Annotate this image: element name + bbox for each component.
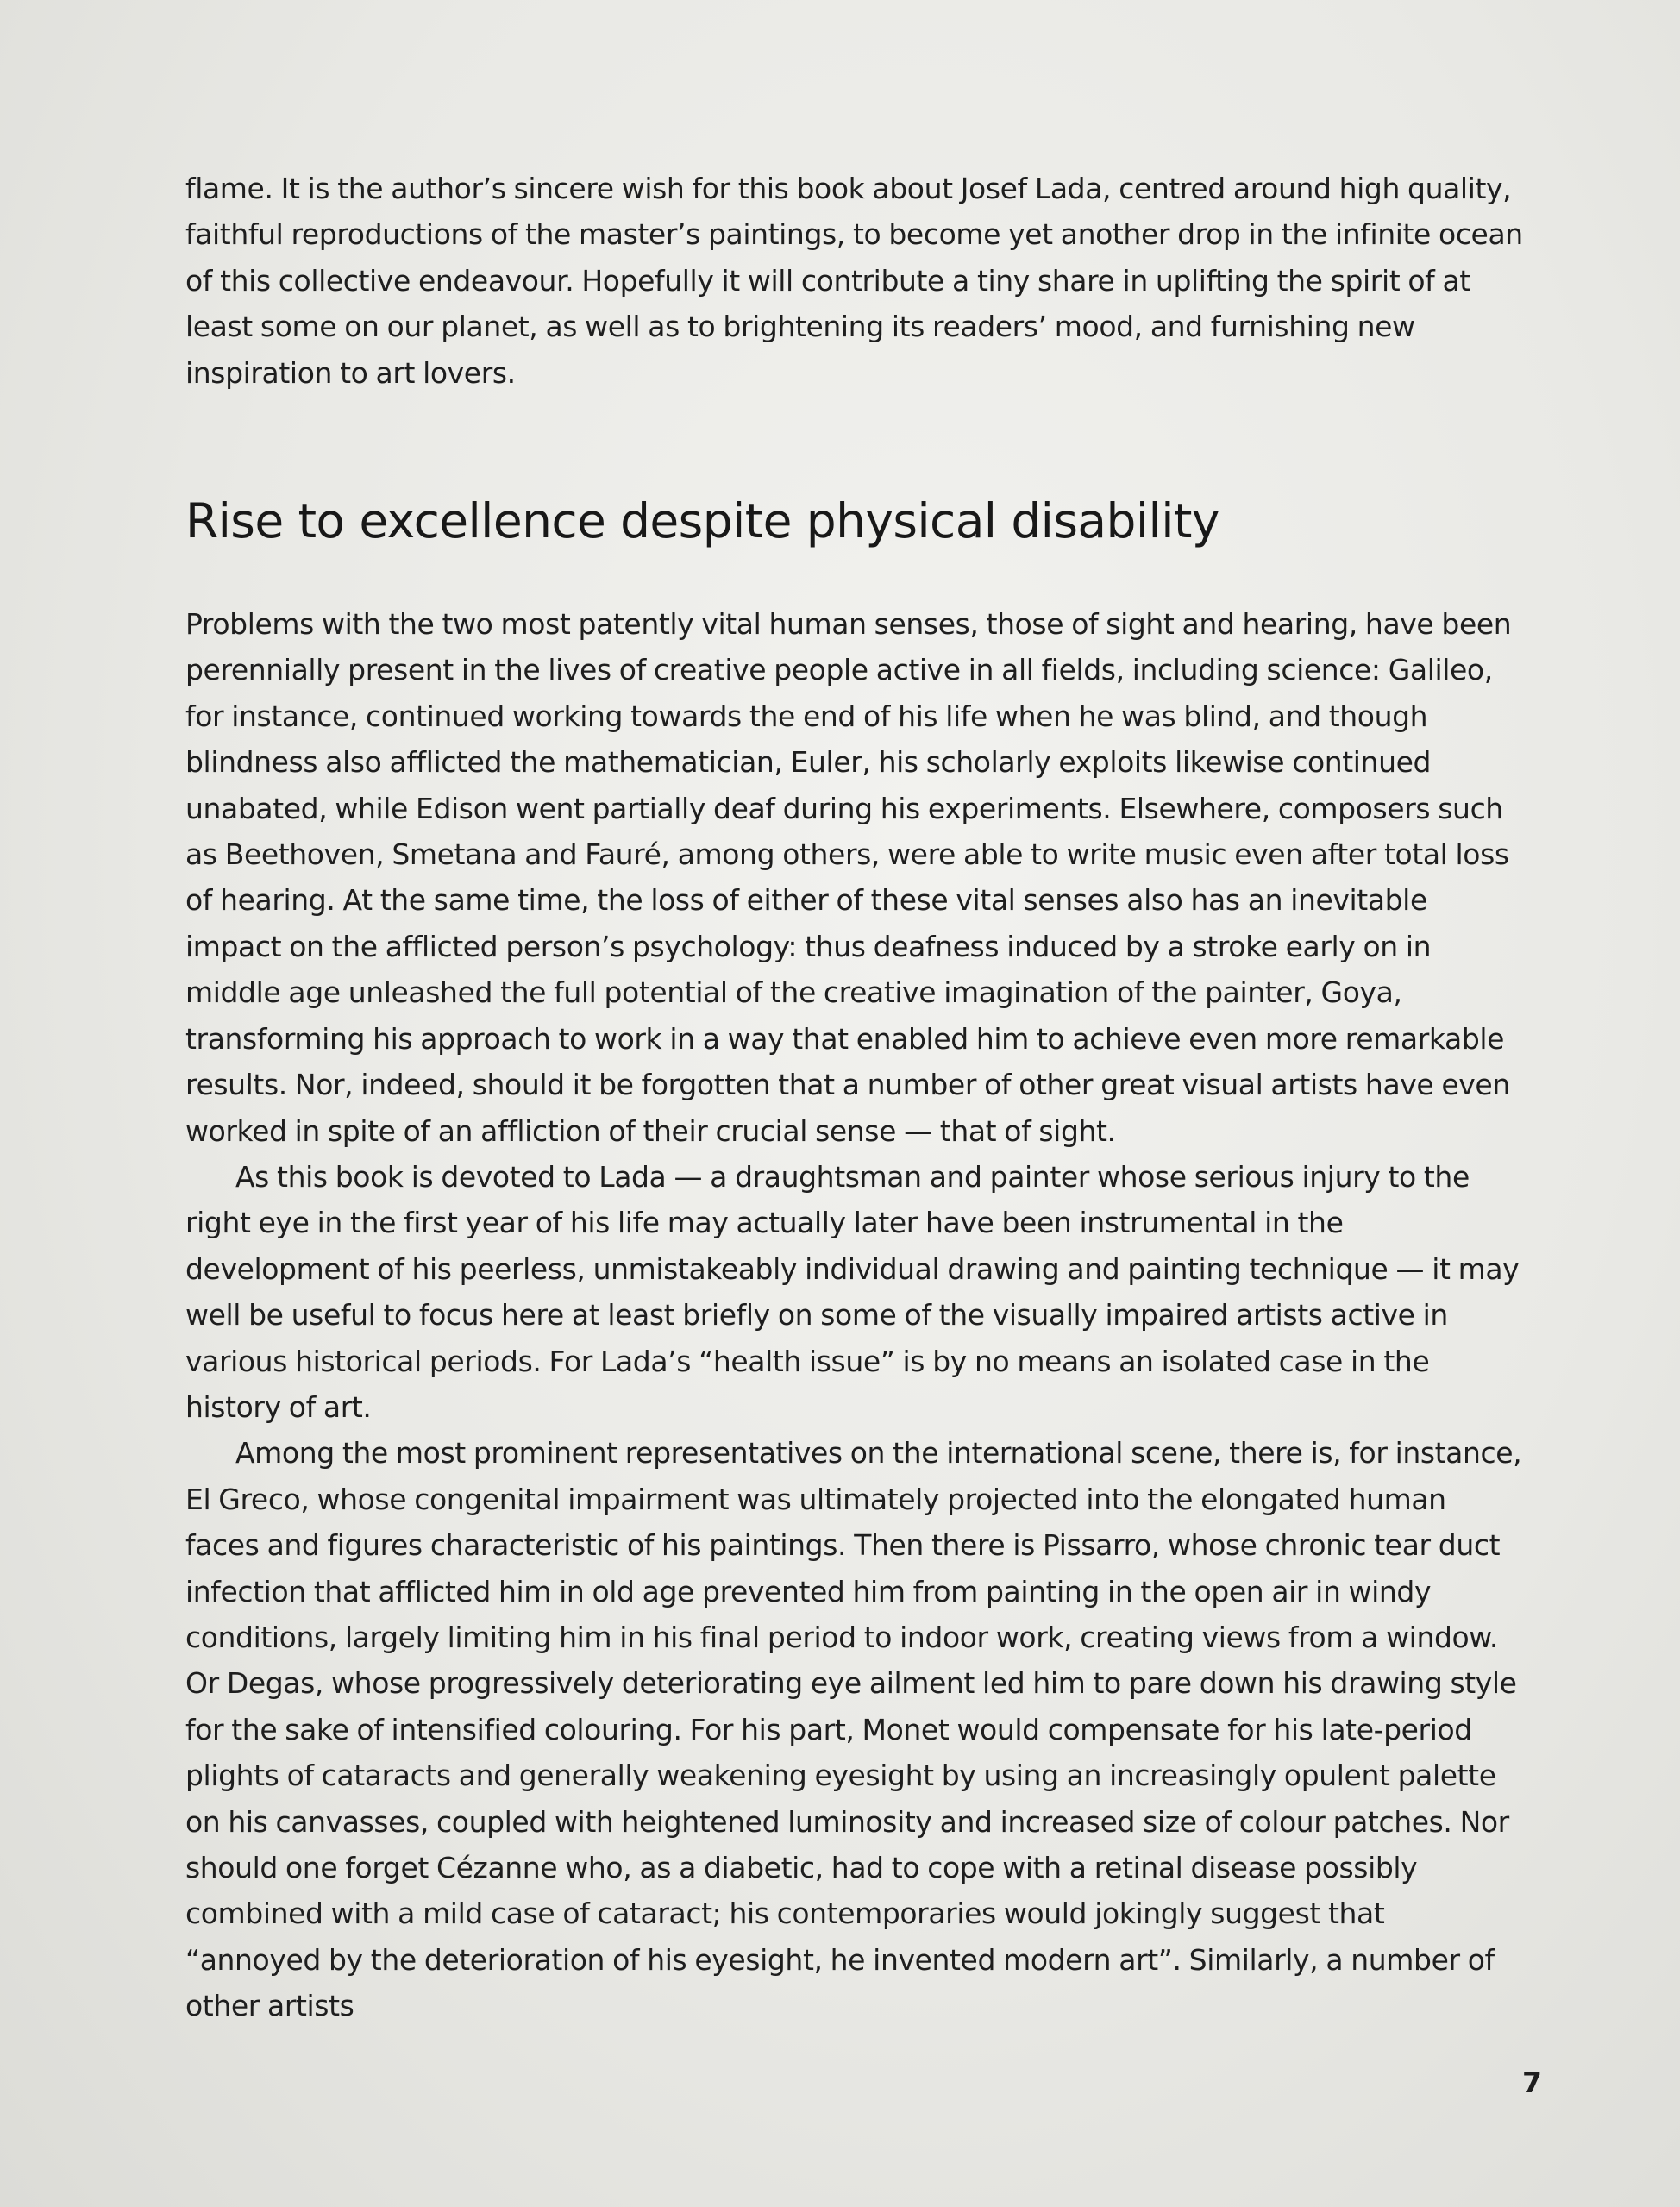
section-heading: Rise to excellence despite physical disability xyxy=(185,493,1219,549)
body-paragraph-3: Among the most prominent representatives on the international scene, there is, for instance, El Greco, whose congenital impairment was ultimately projected into the elongated human faces and figures characteristic of his paintings. Then there is Pissarro, whose chronic tear duct infection that afflicted him in old age prevented him from painting in the open air in windy conditions, largely limiting him in his final period to indoor work, creating views from a window. Or Degas, whose progressively deteriorating eye ailment led him to pare down his drawing style for the sake of intensified colouring. For his part, Monet would compensate for his late-period plights of cataracts and generally weakening eyesight by using an increasingly opulent palette on his canvasses, coupled with heightened luminosity and increased size of colour patches. Nor should one forget Cézanne who, as a diabetic, had to cope with a retinal disease possibly combined with a mild case of cataract; his contemporaries would jokingly suggest that “annoyed by the deterioration of his eyesight, he invented modern art”. Similarly, a number of other artists xyxy=(185,1436,1522,2023)
page-number: 7 xyxy=(1522,2066,1542,2099)
body-paragraph-2: As this book is devoted to Lada — a draughtsman and painter whose serious injury to the right eye in the first year of his life may actually later have been instrumental in the development of his peerless, unmistakeably individual drawing and painting technique — it may well be useful to focus here at least briefly on some of the visually impaired artists active in various historical periods. For Lada’s “health issue” is by no means an isolated case in the history of art. xyxy=(185,1159,1520,1424)
body-paragraph-1: Problems with the two most patently vital human senses, those of sight and hearing, have been perennially present in the lives of creative people active in all fields, including science: Galileo, for instance, continued working towards the end of his life when he was blind, and though blindness also afflicted the mathematician, Euler, his scholarly exploits likewise continued unabated, while Edison went partially deaf during his experiments. Elsewhere, composers such as Beethoven, Smetana and Fauré, among others, were able to write music even after total loss of hearing. At the same time, the loss of either of these vital senses also has an inevitable impact on the afflicted person’s psychology: thus deafness induced by a stroke early on in middle age unleashed the full potential of the creative imagination of the painter, Goya, transforming his approach to work in a way that enabled him to achieve even more remarkable results. Nor, indeed, should it be forgotten that a number of other great visual artists have even worked in spite of an affliction of their crucial sense — that of sight. xyxy=(185,607,1512,1148)
intro-paragraph: flame. It is the author’s sincere wish for this book about Josef Lada, centred around high quality, faithful reproductions of the master’s paintings, to become yet another drop in the infinite ocean of this collective endeavour. Hopefully it will contribute a tiny share in uplifting the spirit of at least some on our planet, as well as to brightening its readers’ mood, and furnishing new inspiration to art lovers. xyxy=(185,172,1523,390)
page-content xyxy=(185,166,1526,2029)
